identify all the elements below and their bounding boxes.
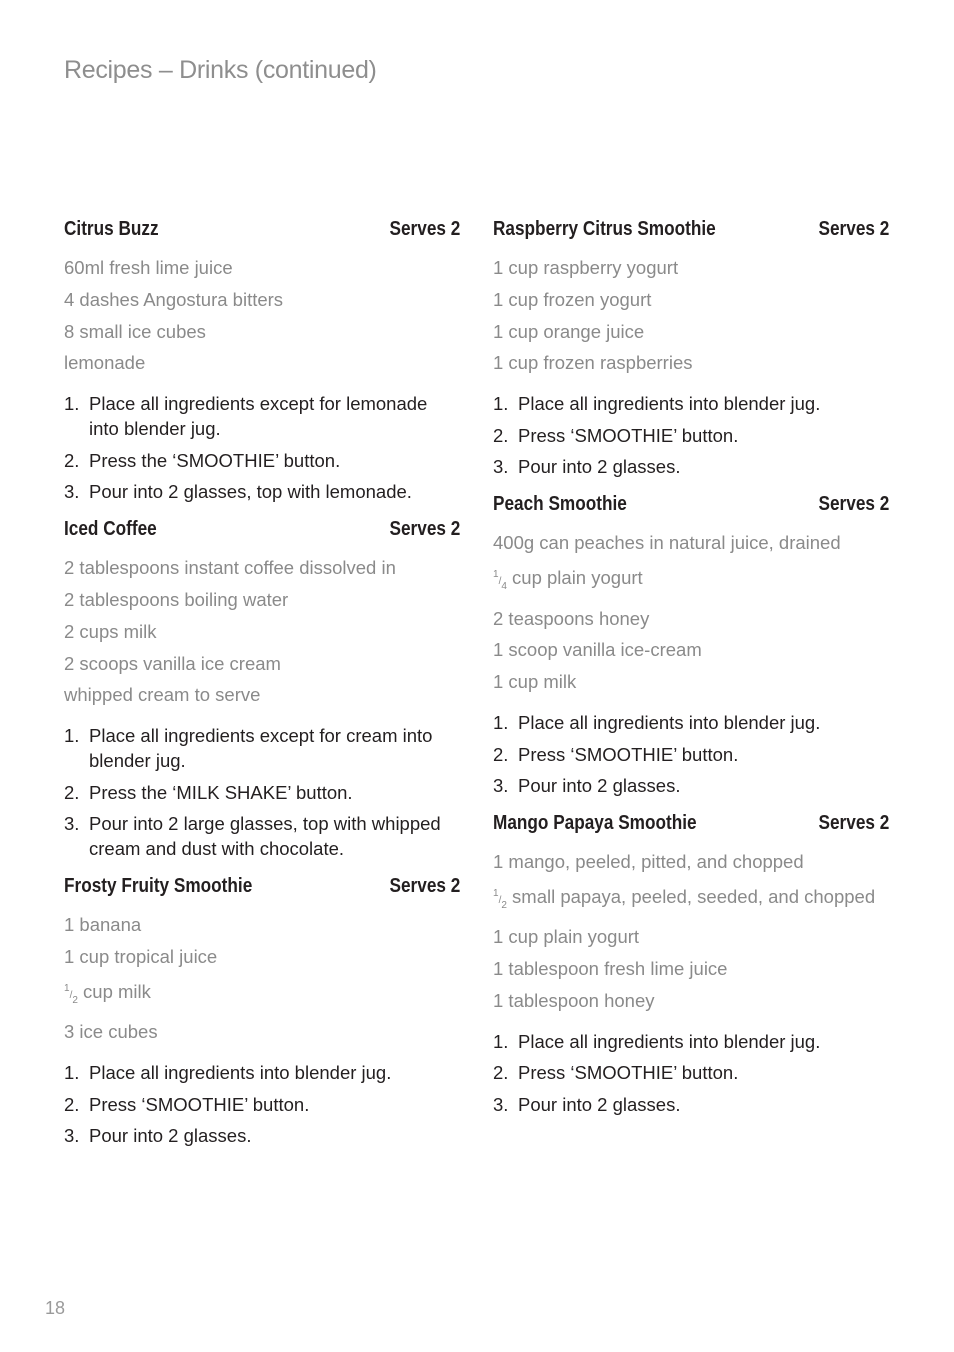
fraction-numerator: 1 <box>493 887 499 899</box>
recipe-header <box>493 812 889 844</box>
serves-label: Serves 2 <box>389 875 460 898</box>
recipe-citrus-buzz <box>64 218 460 504</box>
ingredient-list <box>64 909 460 1048</box>
ingredient: 1 cup plain yogurt <box>493 926 640 948</box>
ingredient-list <box>64 552 460 711</box>
method-step <box>493 454 889 479</box>
recipe-title: Mango Papaya Smoothie <box>493 812 697 835</box>
step-number: 2. <box>493 743 509 765</box>
recipe-header <box>64 518 460 550</box>
left-column <box>64 218 460 1162</box>
step-number: 3. <box>493 456 509 478</box>
recipe-title: Iced Coffee <box>64 518 157 541</box>
page-title: Recipes – Drinks (continued) <box>64 56 377 84</box>
ingredient: 1 tablespoon fresh lime juice <box>493 958 728 980</box>
step-text: Place all ingredients into blender jug. <box>89 1062 392 1084</box>
method-steps <box>64 1060 460 1148</box>
method-step <box>64 723 460 773</box>
step-text: Place all ingredients except for lemonade into blender jug. <box>89 393 428 440</box>
method-step <box>493 710 889 735</box>
serves-label: Serves 2 <box>818 218 889 240</box>
fraction-numerator: 1 <box>64 982 70 994</box>
method-step <box>493 1060 889 1085</box>
method-step <box>493 423 889 448</box>
fraction-denominator: 2 <box>72 994 78 1006</box>
method-steps <box>64 723 460 861</box>
ingredient: 400g can peaches in natural juice, drained <box>493 532 841 554</box>
recipe-title: Citrus Buzz <box>64 218 159 240</box>
step-text: Press ‘SMOOTHIE’ button. <box>518 743 739 765</box>
recipe-title: Peach Smoothie <box>493 493 627 516</box>
step-number: 3. <box>493 775 509 797</box>
ingredient-list <box>493 846 889 1017</box>
method-step <box>493 773 889 798</box>
ingredient: 1 cup milk <box>493 671 577 693</box>
ingredient: 1 mango, peeled, pitted, and chopped <box>493 851 804 873</box>
method-step <box>64 811 460 861</box>
ingredient: 1 cup orange juice <box>493 320 645 342</box>
recipe-title: Raspberry Citrus Smoothie <box>493 218 716 240</box>
step-text: Press the ‘SMOOTHIE’ button. <box>89 449 341 471</box>
ingredient-fraction <box>64 973 460 1017</box>
method-step <box>493 742 889 767</box>
step-number: 1. <box>64 1062 80 1084</box>
step-text: Pour into 2 glasses. <box>89 1125 252 1147</box>
method-step <box>64 1123 460 1148</box>
step-number: 3. <box>493 1093 509 1115</box>
step-text: Place all ingredients into blender jug. <box>518 712 821 734</box>
method-step <box>64 780 460 805</box>
ingredient-list <box>493 527 889 698</box>
recipe-header <box>64 875 460 907</box>
fraction-numerator: 1 <box>493 568 499 580</box>
recipe-peach-smoothie <box>493 493 889 798</box>
serves-label: Serves 2 <box>818 812 889 835</box>
ingredient: whipped cream to serve <box>64 684 261 706</box>
method-step <box>493 1092 889 1117</box>
step-text: Pour into 2 glasses. <box>518 456 681 478</box>
serves-label: Serves 2 <box>389 518 460 541</box>
step-text: Press ‘SMOOTHIE’ button. <box>89 1093 310 1115</box>
recipe-iced-coffee <box>64 518 460 861</box>
method-steps <box>493 710 889 798</box>
page-number: 18 <box>45 1298 66 1318</box>
method-step <box>64 391 460 441</box>
ingredient: 3 ice cubes <box>64 1021 158 1043</box>
ingredient: 2 teaspoons honey <box>493 607 650 629</box>
recipe-header <box>493 493 889 525</box>
method-step <box>64 479 460 504</box>
serves-label: Serves 2 <box>389 218 460 240</box>
ingredient: 1 cup frozen raspberries <box>493 352 693 374</box>
step-text: Press ‘SMOOTHIE’ button. <box>518 424 739 446</box>
step-number: 2. <box>64 449 80 471</box>
ingredient-text: small papaya, peeled, seeded, and chopped <box>512 885 876 907</box>
ingredient-text: cup milk <box>83 980 151 1002</box>
step-text: Place all ingredients into blender jug. <box>518 1030 821 1052</box>
ingredient: 1 cup frozen yogurt <box>493 288 652 310</box>
ingredient: 1 tablespoon honey <box>493 990 655 1012</box>
step-number: 1. <box>64 393 80 415</box>
recipe-title: Frosty Fruity Smoothie <box>64 875 253 898</box>
step-text: Pour into 2 large glasses, top with whipped cream and dust with chocolate. <box>89 813 441 860</box>
step-number: 2. <box>64 1093 80 1115</box>
step-text: Pour into 2 glasses, top with lemonade. <box>89 481 412 503</box>
step-text: Press ‘SMOOTHIE’ button. <box>518 1062 739 1084</box>
step-number: 2. <box>493 1062 509 1084</box>
recipe-header <box>493 218 889 250</box>
fraction-slash: / <box>498 894 502 906</box>
ingredient: 2 cups milk <box>64 620 157 642</box>
method-steps <box>493 1029 889 1117</box>
ingredient-list <box>64 252 460 379</box>
step-number: 1. <box>493 393 509 415</box>
step-number: 3. <box>64 481 80 503</box>
method-step <box>64 1060 460 1085</box>
right-column <box>493 218 889 1131</box>
method-step <box>64 448 460 473</box>
method-steps <box>64 391 460 504</box>
ingredient: 1 cup tropical juice <box>64 945 218 967</box>
recipe-raspberry-citrus-smoothie <box>493 218 889 479</box>
ingredient: 2 tablespoons boiling water <box>64 588 289 610</box>
step-number: 1. <box>493 712 509 734</box>
method-steps <box>493 391 889 479</box>
ingredient: 4 dashes Angostura bitters <box>64 288 284 310</box>
ingredient: 2 tablespoons instant coffee dissolved in <box>64 557 396 579</box>
method-step <box>493 391 889 416</box>
ingredient-fraction <box>493 559 889 603</box>
step-text: Press the ‘MILK SHAKE’ button. <box>89 781 353 803</box>
ingredient: 8 small ice cubes <box>64 320 206 342</box>
recipe-mango-papaya-smoothie <box>493 812 889 1117</box>
ingredient: 1 scoop vanilla ice-cream <box>493 639 702 661</box>
ingredient: 1 cup raspberry yogurt <box>493 257 679 278</box>
step-text: Place all ingredients into blender jug. <box>518 393 821 415</box>
recipe-frosty-fruity-smoothie <box>64 875 460 1148</box>
step-text: Place all ingredients except for cream into blender jug. <box>89 725 433 772</box>
step-number: 2. <box>493 424 509 446</box>
fraction-slash: / <box>498 576 502 588</box>
ingredient-list <box>493 252 889 379</box>
ingredient-fraction <box>493 878 889 922</box>
step-text: Pour into 2 glasses. <box>518 1093 681 1115</box>
method-step <box>493 1029 889 1054</box>
step-number: 1. <box>493 1030 509 1052</box>
step-text: Pour into 2 glasses. <box>518 775 681 797</box>
fraction-denominator: 4 <box>501 580 507 592</box>
step-number: 2. <box>64 781 80 803</box>
ingredient: lemonade <box>64 352 146 374</box>
step-number: 3. <box>64 813 80 835</box>
recipe-header <box>64 218 460 250</box>
method-step <box>64 1092 460 1117</box>
ingredient: 2 scoops vanilla ice cream <box>64 652 281 674</box>
ingredient: 60ml fresh lime juice <box>64 257 233 278</box>
fraction-slash: / <box>69 989 73 1001</box>
step-number: 1. <box>64 725 80 747</box>
serves-label: Serves 2 <box>818 493 889 516</box>
step-number: 3. <box>64 1125 80 1147</box>
ingredient-text: cup plain yogurt <box>512 567 643 589</box>
fraction-denominator: 2 <box>501 899 507 911</box>
ingredient: 1 banana <box>64 914 142 936</box>
